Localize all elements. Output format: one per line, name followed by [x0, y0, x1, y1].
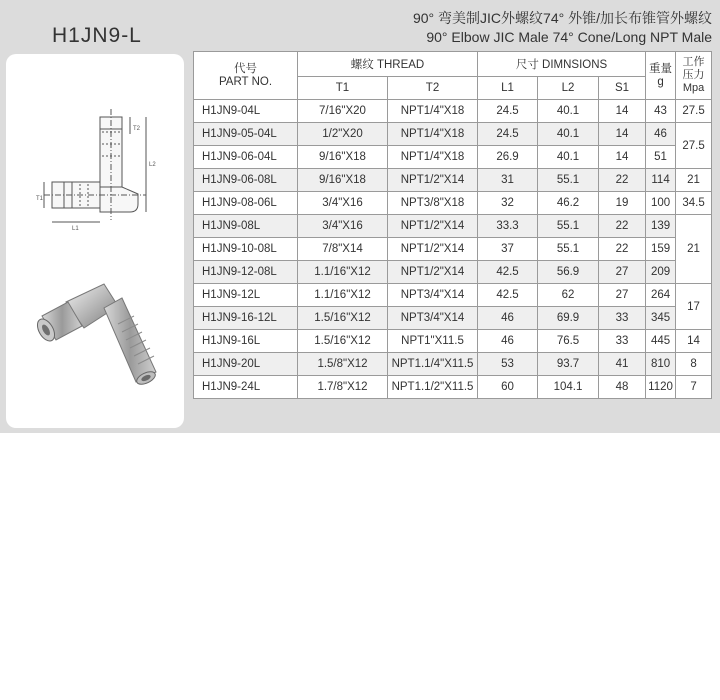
diagram-label-t2: T2 [133, 126, 141, 132]
cell-part-no: H1JN9-16-12L [194, 307, 298, 330]
cell-l1: 60 [478, 376, 538, 399]
cell-l2: 69.9 [538, 307, 599, 330]
cell-t2: NPT1/4"X18 [388, 146, 478, 169]
cell-s1: 14 [599, 146, 646, 169]
cell-s1: 19 [599, 192, 646, 215]
cell-l1: 26.9 [478, 146, 538, 169]
header-t1: T1 [298, 77, 388, 100]
header-thread: 螺纹 THREAD [298, 52, 478, 77]
table-row [194, 100, 712, 123]
fitting-drawings [6, 54, 184, 428]
cell-t2: NPT3/8"X18 [388, 192, 478, 215]
cell-l2: 40.1 [538, 146, 599, 169]
cell-t2: NPT3/4"X14 [388, 284, 478, 307]
cell-part-no: H1JN9-16L [194, 330, 298, 353]
cell-l2: 62 [538, 284, 599, 307]
header-weight [646, 52, 676, 100]
diagram-label-t1: T1 [36, 196, 44, 202]
cell-t1: 1.1/16"X12 [298, 261, 388, 284]
cell-weight: 159 [646, 238, 676, 261]
table-header-row [194, 52, 712, 77]
table-row [194, 307, 712, 330]
cell-s1: 33 [599, 307, 646, 330]
product-image-box [6, 54, 184, 428]
cell-part-no: H1JN9-12L [194, 284, 298, 307]
cell-t2: NPT1/4"X18 [388, 123, 478, 146]
cell-pressure: 7 [676, 376, 712, 399]
cell-weight: 810 [646, 353, 676, 376]
table-row [194, 376, 712, 399]
cell-s1: 41 [599, 353, 646, 376]
model-title: H1JN9-L [52, 24, 142, 47]
cell-weight: 43 [646, 100, 676, 123]
cell-t1: 7/16"X20 [298, 100, 388, 123]
cell-l2: 55.1 [538, 169, 599, 192]
cell-l1: 37 [478, 238, 538, 261]
cell-t2: NPT1.1/4"X11.5 [388, 353, 478, 376]
cell-pressure: 27.5 [676, 100, 712, 123]
title-chinese: 90° 弯美制JIC外螺纹74° 外锥/加长布锥管外螺纹 [412, 10, 712, 26]
cell-l2: 93.7 [538, 353, 599, 376]
cell-weight: 139 [646, 215, 676, 238]
cell-pressure: 21 [676, 215, 712, 284]
cell-l2: 55.1 [538, 215, 599, 238]
cell-weight: 114 [646, 169, 676, 192]
header-pressure-cn1: 工作 [682, 56, 705, 68]
cell-l1: 24.5 [478, 123, 538, 146]
cell-s1: 14 [599, 123, 646, 146]
table-row [194, 261, 712, 284]
cell-t2: NPT1.1/2"X11.5 [388, 376, 478, 399]
cell-s1: 22 [599, 215, 646, 238]
cell-t2: NPT3/4"X14 [388, 307, 478, 330]
table-row [194, 284, 712, 307]
cell-l1: 46 [478, 307, 538, 330]
cell-t1: 1.7/8"X12 [298, 376, 388, 399]
header-pressure-cn2: 压力 [682, 69, 705, 81]
header-dimensions: 尺寸 DIMNSIONS [478, 52, 646, 77]
fitting-photo [34, 284, 157, 387]
cell-t2: NPT1"X11.5 [388, 330, 478, 353]
cell-weight: 46 [646, 123, 676, 146]
cell-pressure: 27.5 [676, 123, 712, 169]
cell-l1: 42.5 [478, 261, 538, 284]
header-pressure-unit: Mpa [682, 82, 705, 94]
diagram-label-l2: L2 [149, 162, 156, 168]
technical-drawing [44, 109, 146, 222]
cell-s1: 27 [599, 284, 646, 307]
cell-weight: 264 [646, 284, 676, 307]
cell-t1: 7/8"X14 [298, 238, 388, 261]
header-l1: L1 [478, 77, 538, 100]
header-part-no-cn: 代号 [234, 62, 257, 75]
cell-t2: NPT1/2"X14 [388, 215, 478, 238]
table-row [194, 238, 712, 261]
header-weight-cn: 重量 [649, 62, 673, 75]
cell-part-no: H1JN9-06-04L [194, 146, 298, 169]
cell-pressure: 34.5 [676, 192, 712, 215]
cell-s1: 27 [599, 261, 646, 284]
cell-l2: 76.5 [538, 330, 599, 353]
cell-l1: 24.5 [478, 100, 538, 123]
cell-weight: 345 [646, 307, 676, 330]
cell-t2: NPT1/4"X18 [388, 100, 478, 123]
cell-part-no: H1JN9-12-08L [194, 261, 298, 284]
cell-l2: 55.1 [538, 238, 599, 261]
cell-s1: 48 [599, 376, 646, 399]
cell-weight: 209 [646, 261, 676, 284]
header-weight-unit: g [657, 75, 664, 88]
cell-t1: 1/2"X20 [298, 123, 388, 146]
cell-l2: 40.1 [538, 123, 599, 146]
cell-part-no: H1JN9-08-06L [194, 192, 298, 215]
cell-t1: 1.5/16"X12 [298, 330, 388, 353]
cell-part-no: H1JN9-08L [194, 215, 298, 238]
table-row [194, 330, 712, 353]
table-row [194, 146, 712, 169]
cell-l1: 33.3 [478, 215, 538, 238]
diagram-label-l1: L1 [72, 226, 79, 232]
cell-s1: 22 [599, 169, 646, 192]
cell-l1: 53 [478, 353, 538, 376]
cell-part-no: H1JN9-04L [194, 100, 298, 123]
cell-s1: 33 [599, 330, 646, 353]
cell-part-no: H1JN9-05-04L [194, 123, 298, 146]
cell-l2: 46.2 [538, 192, 599, 215]
header-part-no-en: PART NO. [218, 75, 273, 88]
cell-weight: 1120 [646, 376, 676, 399]
header-part-no [194, 52, 298, 100]
table-row [194, 215, 712, 238]
cell-s1: 22 [599, 238, 646, 261]
table-row [194, 169, 712, 192]
cell-l2: 40.1 [538, 100, 599, 123]
title-english: 90° Elbow JIC Male 74° Cone/Long NPT Male [426, 29, 712, 45]
cell-t2: NPT1/2"X14 [388, 169, 478, 192]
cell-part-no: H1JN9-24L [194, 376, 298, 399]
cell-t1: 1.5/16"X12 [298, 307, 388, 330]
cell-t1: 9/16"X18 [298, 169, 388, 192]
header-t2: T2 [388, 77, 478, 100]
cell-pressure: 17 [676, 284, 712, 330]
header-s1: S1 [599, 77, 646, 100]
cell-t1: 1.1/16"X12 [298, 284, 388, 307]
cell-t2: NPT1/2"X14 [388, 238, 478, 261]
spec-table [193, 51, 712, 399]
cell-weight: 51 [646, 146, 676, 169]
cell-weight: 445 [646, 330, 676, 353]
cell-weight: 100 [646, 192, 676, 215]
header-pressure [676, 52, 712, 100]
cell-part-no: H1JN9-06-08L [194, 169, 298, 192]
cell-t1: 1.5/8"X12 [298, 353, 388, 376]
cell-l1: 42.5 [478, 284, 538, 307]
cell-l2: 104.1 [538, 376, 599, 399]
product-titles [413, 9, 712, 47]
cell-pressure: 8 [676, 353, 712, 376]
cell-t2: NPT1/2"X14 [388, 261, 478, 284]
table-row [194, 123, 712, 146]
cell-t1: 3/4"X16 [298, 192, 388, 215]
cell-l2: 56.9 [538, 261, 599, 284]
table-row [194, 192, 712, 215]
cell-t1: 3/4"X16 [298, 215, 388, 238]
cell-l1: 46 [478, 330, 538, 353]
cell-part-no: H1JN9-10-08L [194, 238, 298, 261]
header-l2: L2 [538, 77, 599, 100]
cell-pressure: 14 [676, 330, 712, 353]
cell-s1: 14 [599, 100, 646, 123]
cell-l1: 32 [478, 192, 538, 215]
cell-t1: 9/16"X18 [298, 146, 388, 169]
cell-part-no: H1JN9-20L [194, 353, 298, 376]
cell-pressure: 21 [676, 169, 712, 192]
cell-l1: 31 [478, 169, 538, 192]
table-row [194, 353, 712, 376]
